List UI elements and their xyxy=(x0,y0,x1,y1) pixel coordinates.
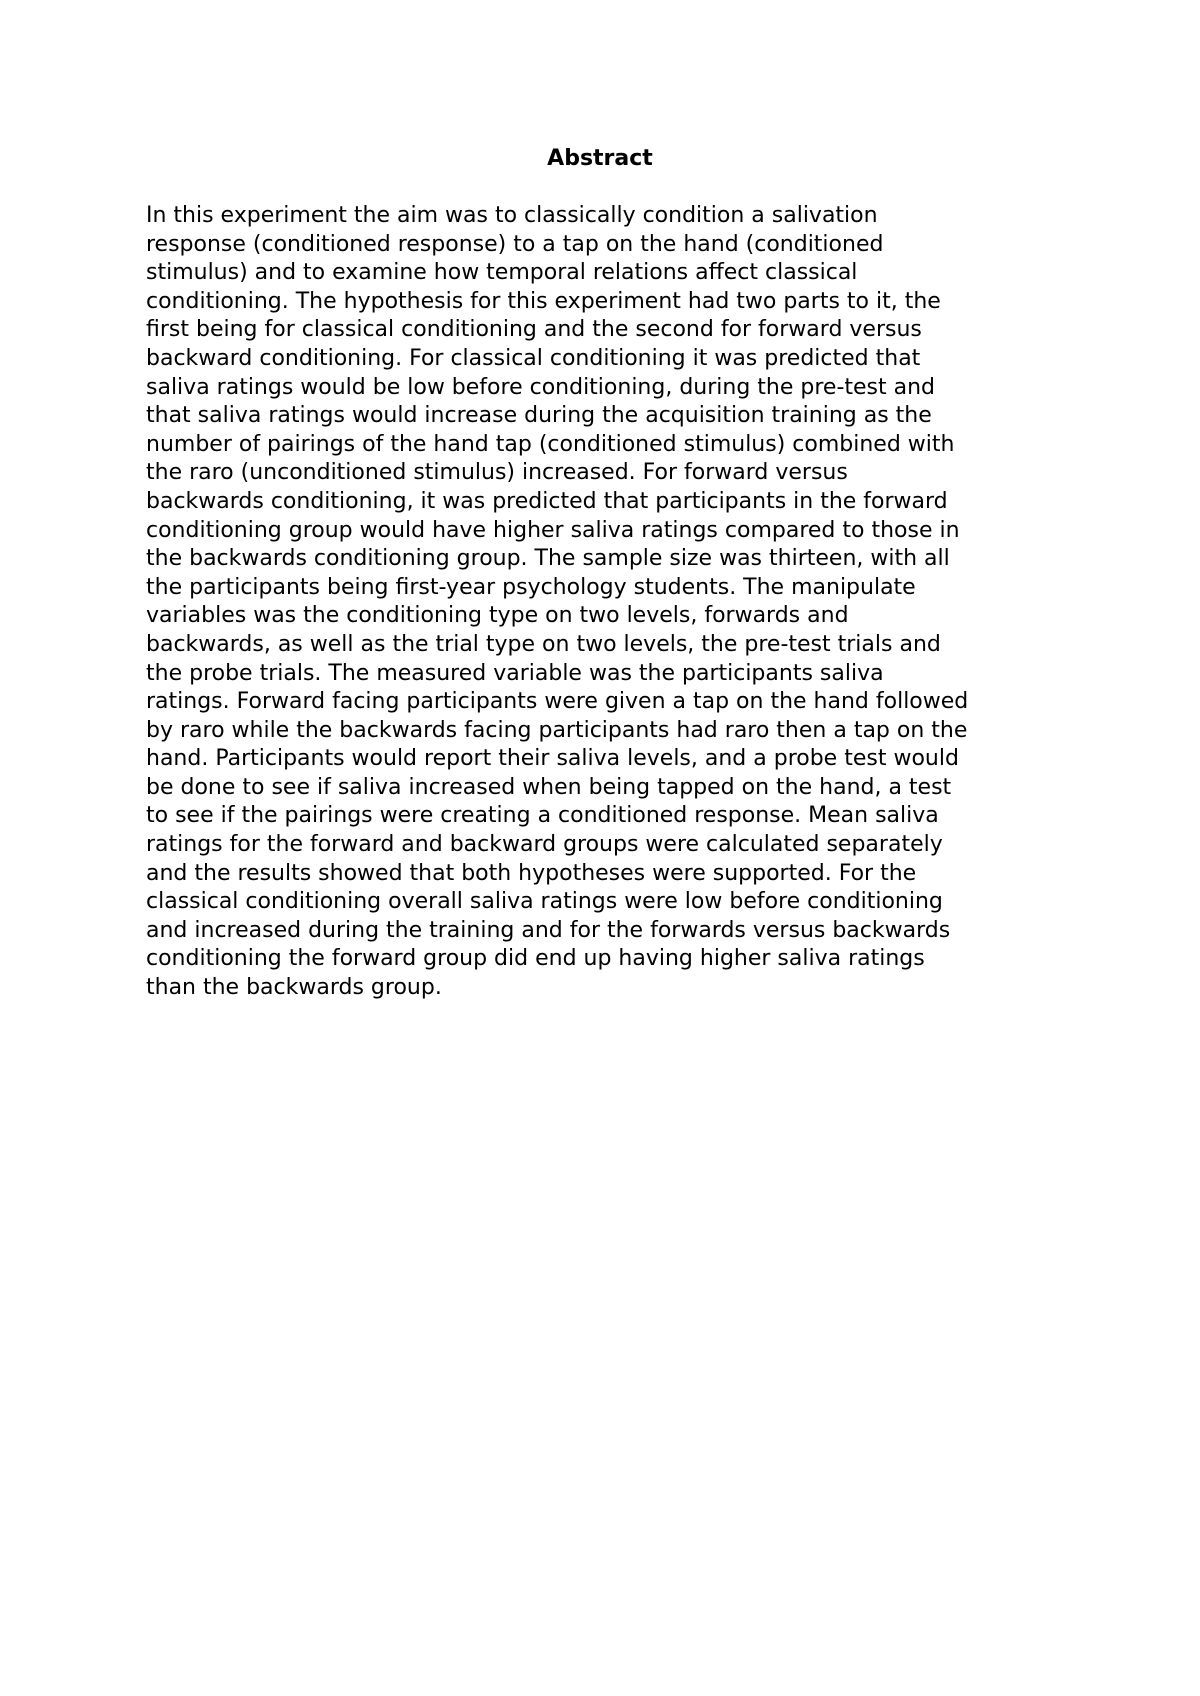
paragraph-line: backwards, as well as the trial type on two levels, the pre-test trials and xyxy=(146,631,941,657)
paragraph-line: that saliva ratings would increase during the acquisition training as the xyxy=(146,403,932,429)
paragraph-line: variables was the conditioning type on two levels, forwards and xyxy=(146,603,849,629)
paragraph-line: by raro while the backwards facing participants had raro then a tap on the xyxy=(146,717,968,743)
paragraph-line: and increased during the training and for the forwards versus backwards xyxy=(146,917,951,943)
abstract-paragraph xyxy=(146,202,1066,1003)
paragraph-line: be done to see if saliva increased when being tapped on the hand, a test xyxy=(146,774,952,800)
paragraph-line: first being for classical conditioning and the second for forward versus xyxy=(146,317,922,343)
page-title: Abstract xyxy=(547,146,653,171)
paragraph-line: the backwards conditioning group. The sample size was thirteen, with all xyxy=(146,546,950,572)
paragraph-line: ratings for the forward and backward groups were calculated separately xyxy=(146,832,943,858)
paragraph-line: and the results showed that both hypotheses were supported. For the xyxy=(146,860,917,886)
paragraph-line: hand. Participants would report their saliva levels, and a probe test would xyxy=(146,746,959,772)
paragraph-line: backwards conditioning, it was predicted that participants in the forward xyxy=(146,488,948,514)
paragraph-line: to see if the pairings were creating a conditioned response. Mean saliva xyxy=(146,803,939,829)
paragraph-line: the participants being first-year psychology students. The manipulate xyxy=(146,574,916,600)
paragraph-line: In this experiment the aim was to classically condition a salivation xyxy=(146,203,878,228)
paragraph-line: response (conditioned response) to a tap on the hand (conditioned xyxy=(146,231,884,257)
paragraph-line: stimulus) and to examine how temporal relations affect classical xyxy=(146,260,858,286)
paragraph-line: ratings. Forward facing participants were given a tap on the hand followed xyxy=(146,689,969,715)
paragraph-line: the raro (unconditioned stimulus) increased. For forward versus xyxy=(146,460,848,486)
paragraph-line: conditioning. The hypothesis for this experiment had two parts to it, the xyxy=(146,288,941,314)
paragraph-line: the probe trials. The measured variable was the participants saliva xyxy=(146,660,884,686)
paragraph-line: than the backwards group. xyxy=(146,975,442,1001)
paragraph-line: backward conditioning. For classical conditioning it was predicted that xyxy=(146,345,921,371)
paragraph-line: conditioning group would have higher saliva ratings compared to those in xyxy=(146,517,960,543)
paragraph-line: classical conditioning overall saliva ratings were low before conditioning xyxy=(146,889,943,915)
paragraph-line: conditioning the forward group did end up having higher saliva ratings xyxy=(146,946,925,972)
paragraph-line: saliva ratings would be low before conditioning, during the pre-test and xyxy=(146,374,936,400)
paragraph-line: number of pairings of the hand tap (conditioned stimulus) combined with xyxy=(146,431,955,457)
